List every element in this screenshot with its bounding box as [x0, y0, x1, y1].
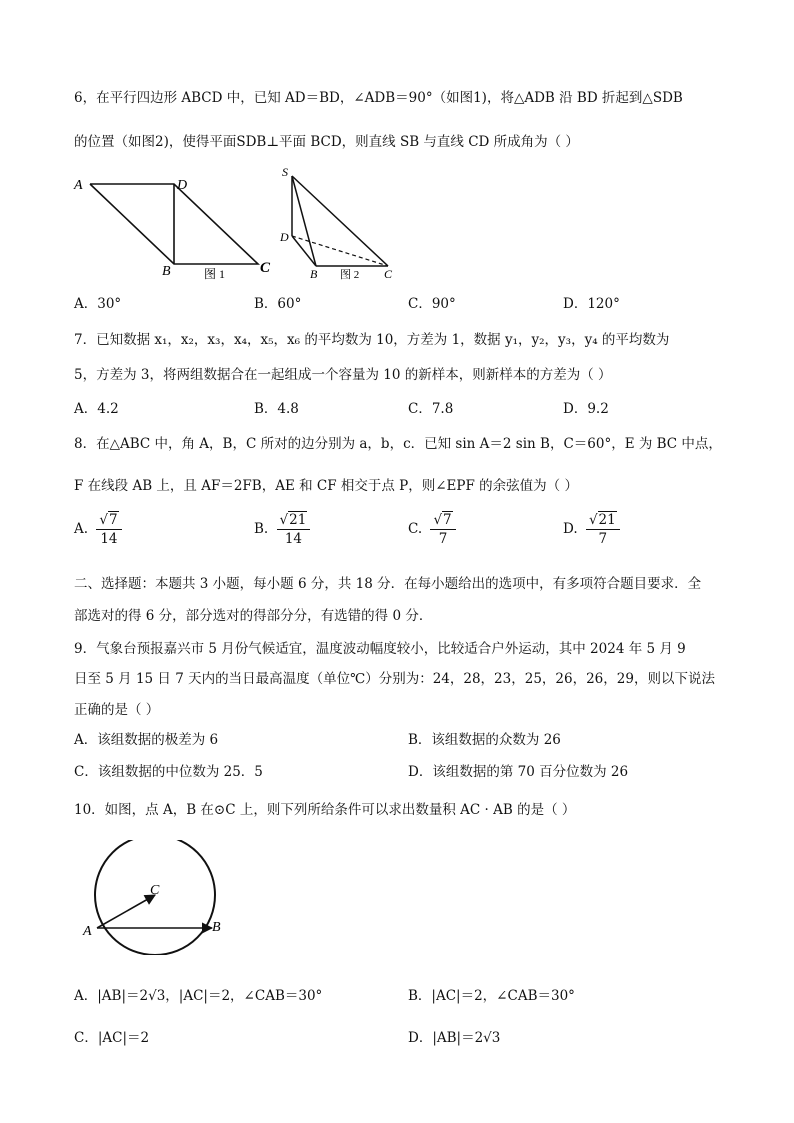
section2-line1: 二、选择题：本题共 3 小题，每小题 6 分，共 18 分．在每小题给出的选项中，有多项符合题目要求．全: [74, 576, 702, 592]
fig1-caption: 图 1: [204, 267, 226, 281]
q10-line1: 10．如图，点 A，B 在⊙C 上，则下列所给条件可以求出数量积 AC · AB 的是（ ）: [74, 802, 576, 818]
q7-line1: 7．已知数据 x₁，x₂，x₃，x₄，x₅，x₆ 的平均数为 10，方差为 1，数据 y₁，y₂，y₃，y₄ 的平均数为: [74, 332, 670, 348]
q8-option-b-den: 14: [284, 531, 302, 547]
q9-option-d: D．该组数据的第 70 百分位数为 26: [408, 764, 629, 780]
q10-option-d: D．|AB|＝2√3: [408, 1030, 501, 1046]
q8-option-a-label: A.: [74, 521, 89, 537]
q8-option-c-den: 7: [438, 531, 448, 547]
fig2-label-c: C: [384, 267, 393, 281]
fig2-label-b: B: [310, 267, 318, 281]
q10-label-c: C: [150, 883, 160, 898]
q8-option-a-fraction: $\frac{√7}{14}$: [96, 512, 121, 547]
q8-option-c-label: C.: [408, 521, 423, 537]
q8-option-d-den: 7: [598, 531, 608, 547]
q9-line1: 9．气象台预报嘉兴市 5 月份气候适宜，温度波动幅度较小，比较适合户外运动，其中 2024 年 5 月 9: [74, 641, 686, 657]
q10-option-a: A．|AB|＝2√3，|AC|＝2，∠CAB＝30°: [74, 988, 323, 1004]
q7-line2: 5，方差为 3，将两组数据合在一起组成一个容量为 10 的新样本，则新样本的方差为（ ）: [74, 367, 612, 383]
q9-option-a: A．该组数据的极差为 6: [74, 732, 219, 748]
q8-option-d: [563, 512, 620, 547]
q8-line2: F 在线段 AB 上，且 AF＝2FB，AE 和 CF 相交于点 P，则∠EPF 的余弦值为（ ）: [74, 478, 578, 494]
q10-circle-figure: [80, 840, 240, 955]
q8-line1: 8．在△ABC 中，角 A，B，C 所对的边分别为 a，b，c．已知 sin A＝2 sin B，C＝60°，E 为 BC 中点，: [74, 436, 722, 452]
fig1-label-b: B: [162, 264, 171, 279]
q8-option-a-den: 14: [100, 531, 118, 547]
q8-option-b-num: 21: [289, 512, 307, 528]
q8-option-b-label: B.: [254, 521, 269, 537]
q9-option-b: B．该组数据的众数为 26: [408, 732, 561, 748]
q6-line1: 6，在平行四边形 ABCD 中，已知 AD＝BD，∠ADB＝90°（如图1)，将△ADB 沿 BD 折起到△SDB: [74, 90, 683, 106]
section2-line2: 部选对的得 6 分，部分选对的得部分分，有选错的得 0 分．: [74, 608, 433, 624]
q8-option-d-fraction: $\frac{√21}{7}$: [586, 512, 620, 547]
q9-option-c: C．该组数据的中位数为 25．5: [74, 764, 263, 780]
q9-line3: 正确的是（ ）: [74, 702, 160, 718]
fig2-label-d: D: [280, 230, 289, 244]
q8-option-a: [74, 512, 122, 547]
q7-option-c: C．7.8: [408, 401, 454, 417]
q6-figure-1: [70, 172, 280, 282]
q6-option-d: D．120°: [563, 296, 620, 312]
q9-line2: 日至 5 月 15 日 7 天内的当日最高温度（单位℃）分别为：24，28，23，25，26，26，29，则以下说法: [74, 671, 715, 687]
q10-option-c: C．|AC|＝2: [74, 1030, 150, 1046]
q8-option-d-num: 21: [598, 512, 616, 528]
q10-label-a: A: [83, 924, 92, 939]
q8-option-c-fraction: $\frac{√7}{7}$: [430, 512, 455, 547]
q8-option-c: [408, 512, 456, 547]
q6-line2: 的位置（如图2)，使得平面SDB⊥平面 BCD，则直线 SB 与直线 CD 所成角为（ ）: [74, 134, 579, 150]
q8-option-b-fraction: $\frac{√21}{14}$: [277, 512, 311, 547]
q8-option-b: [254, 512, 310, 547]
fig2-label-s: S: [282, 165, 288, 179]
q6-option-c: C．90°: [408, 296, 456, 312]
q8-option-c-num: 7: [443, 512, 452, 528]
fig1-label-d: D: [177, 178, 188, 193]
fig1-label-a: A: [74, 178, 83, 193]
fig1-label-c: C: [260, 260, 271, 276]
q6-option-a: A．30°: [74, 296, 122, 312]
q10-option-b: B．|AC|＝2，∠CAB＝30°: [408, 988, 575, 1004]
q10-label-b: B: [212, 920, 221, 935]
q7-option-d: D．9.2: [563, 401, 609, 417]
q8-option-a-num: 7: [108, 512, 118, 528]
q8-option-d-label: D.: [563, 521, 578, 537]
q7-option-a: A．4.2: [74, 401, 119, 417]
q6-option-b: B．60°: [254, 296, 302, 312]
q6-figure-2: [276, 164, 406, 284]
fig2-caption: 图 2: [340, 269, 360, 281]
q7-option-b: B．4.8: [254, 401, 299, 417]
